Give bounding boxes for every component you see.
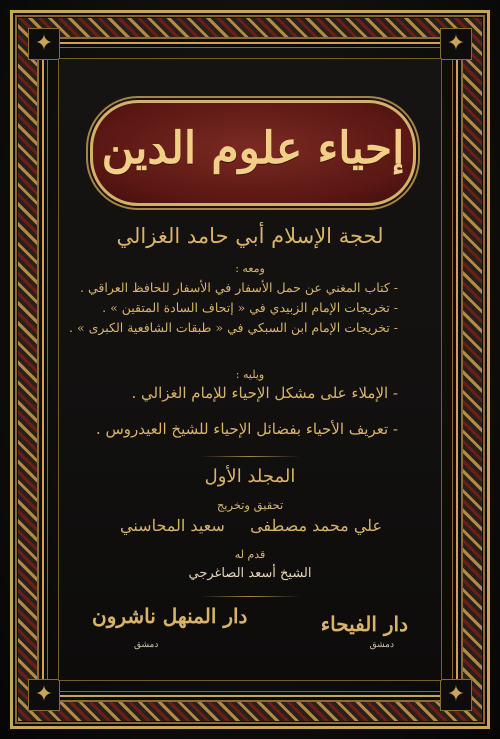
appended-work: - الإملاء على مشكل الإحياء للإمام الغزالي . xyxy=(131,384,398,402)
corner-ornament-icon: ✦ xyxy=(440,28,472,60)
presenter-name: الشيخ أسعد الصاغرجي xyxy=(188,566,312,581)
editor-name: سعيد المحاسني xyxy=(120,516,225,535)
followed-label: ويليه : xyxy=(235,368,265,381)
volume-label: المجلد الأول xyxy=(204,466,296,487)
corner-ornament-icon: ✦ xyxy=(440,679,472,711)
corner-ornament-icon: ✦ xyxy=(28,679,60,711)
with-label: ومعه : xyxy=(235,262,265,275)
divider xyxy=(200,596,300,597)
verification-label: تحقيق وتخريج xyxy=(216,498,284,512)
divider xyxy=(200,456,300,457)
title-cartouche xyxy=(90,100,416,206)
appended-work: - تعريف الأحياء بفضائل الإحياء للشيخ العيدروس . xyxy=(95,420,398,438)
included-work: - تخريجات الإمام ابن السبكي في « طبقات الشافعية الكبرى » . xyxy=(69,320,398,335)
book-title: إحياء علوم الدين xyxy=(101,123,405,174)
author-line: لحجة الإسلام أبي حامد الغزالي xyxy=(116,224,384,248)
included-work: - تخريجات الإمام الزبيدي في « إتحاف السادة المتقين » . xyxy=(102,300,398,315)
publisher-city: دمشق xyxy=(369,640,394,650)
publisher-city: دمشق xyxy=(134,640,159,650)
editor-name: علي محمد مصطفى xyxy=(250,516,382,535)
publisher-logo: دار الفيحاء xyxy=(320,612,408,636)
publisher-logo: دار المنهل ناشرون xyxy=(92,604,248,628)
included-work: - كتاب المغني عن حمل الأسفار في الأسفار للحافظ العراقي . xyxy=(80,280,398,295)
presented-label: قدم له xyxy=(234,548,266,561)
corner-ornament-icon: ✦ xyxy=(28,28,60,60)
